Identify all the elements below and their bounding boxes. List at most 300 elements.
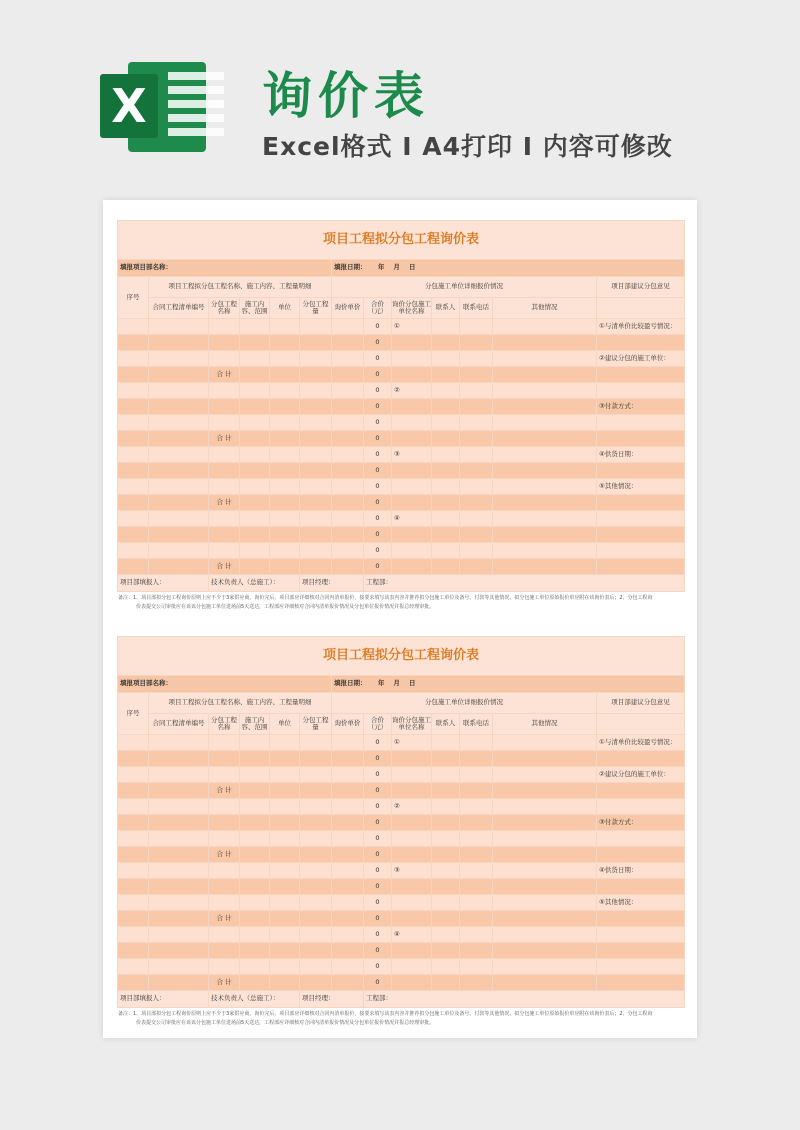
footer-tech: 技术负责人（总施工）： [209, 575, 300, 592]
subtotal-label: 合 计 [209, 431, 240, 447]
total-value: 0 [364, 815, 392, 831]
subtotal-label: 合 计 [209, 783, 240, 799]
total-value: 0 [364, 879, 392, 895]
company-marker: ① [392, 319, 432, 335]
footer-dept: 工程部： [364, 575, 685, 592]
table-cell [149, 783, 209, 799]
table-cell [300, 863, 332, 879]
header-seq: 序号 [118, 693, 149, 735]
table-cell [332, 831, 364, 847]
table-cell [493, 431, 597, 447]
opinion-item: ②建议分包的施工单位： [597, 351, 685, 367]
table-cell [240, 559, 270, 575]
table-cell [118, 943, 149, 959]
table-cell [332, 847, 364, 863]
table-cell [149, 975, 209, 991]
table-cell [493, 495, 597, 511]
table-cell [300, 815, 332, 831]
table-cell [460, 383, 493, 399]
table-row [118, 911, 685, 927]
table-cell [332, 799, 364, 815]
table-cell [240, 927, 270, 943]
total-value: 0 [364, 943, 392, 959]
table-cell [270, 351, 300, 367]
table-cell [240, 943, 270, 959]
table-cell [332, 543, 364, 559]
inquiry-sheet [117, 636, 684, 1027]
table-row [118, 767, 685, 783]
total-value: 0 [364, 351, 392, 367]
table-cell [332, 767, 364, 783]
table-row [118, 799, 685, 815]
table-cell [300, 367, 332, 383]
table-cell [332, 927, 364, 943]
table-cell [597, 847, 685, 863]
table-cell [118, 975, 149, 991]
table-cell [332, 863, 364, 879]
table-cell [332, 975, 364, 991]
table-cell [392, 351, 432, 367]
total-value: 0 [364, 335, 392, 351]
table-cell [432, 927, 460, 943]
table-cell [300, 319, 332, 335]
table-cell [332, 351, 364, 367]
table-cell [332, 479, 364, 495]
header-content: 施工内容、范围 [240, 298, 270, 319]
table-cell [460, 351, 493, 367]
form-title: 项目工程拟分包工程询价表 [118, 637, 685, 676]
table-cell [332, 959, 364, 975]
table-row [118, 815, 685, 831]
table-cell [493, 351, 597, 367]
table-cell [493, 831, 597, 847]
table-cell [270, 751, 300, 767]
table-cell [270, 559, 300, 575]
table-cell [460, 879, 493, 895]
total-value: 0 [364, 959, 392, 975]
header-company: 询价分包施工单位名称 [392, 714, 432, 735]
table-cell [149, 463, 209, 479]
table-cell [300, 479, 332, 495]
subtotal-label: 合 计 [209, 367, 240, 383]
table-cell [493, 863, 597, 879]
table-cell [300, 735, 332, 751]
table-cell [460, 911, 493, 927]
table-cell [240, 767, 270, 783]
table-cell [493, 399, 597, 415]
table-cell [149, 799, 209, 815]
table-row [118, 527, 685, 543]
total-value: 0 [364, 479, 392, 495]
table-cell [392, 975, 432, 991]
table-cell [392, 431, 432, 447]
header-unit: 单位 [270, 298, 300, 319]
table-cell [118, 543, 149, 559]
table-cell [270, 335, 300, 351]
table-cell [270, 799, 300, 815]
table-cell [149, 831, 209, 847]
table-cell [209, 415, 240, 431]
table-cell [240, 911, 270, 927]
table-cell [240, 447, 270, 463]
table-cell [432, 895, 460, 911]
subtotal-label: 合 计 [209, 847, 240, 863]
table-cell [432, 767, 460, 783]
table-cell [432, 559, 460, 575]
table-cell [460, 399, 493, 415]
table-cell [597, 879, 685, 895]
table-cell [332, 319, 364, 335]
table-cell [240, 463, 270, 479]
table-cell [432, 863, 460, 879]
table-cell [149, 335, 209, 351]
table-cell [240, 735, 270, 751]
header-company: 询价分包施工单位名称 [392, 298, 432, 319]
total-value: 0 [364, 527, 392, 543]
opinion-item: ④供货日期： [597, 863, 685, 879]
table-cell [270, 847, 300, 863]
table-cell [332, 911, 364, 927]
table-cell [332, 383, 364, 399]
table-cell [432, 415, 460, 431]
table-cell [118, 383, 149, 399]
subtotal-label: 合 计 [209, 495, 240, 511]
table-cell [149, 895, 209, 911]
total-value: 0 [364, 863, 392, 879]
footer-manager: 项目经理： [300, 991, 364, 1008]
table-cell [300, 559, 332, 575]
total-value: 0 [364, 495, 392, 511]
table-cell [460, 335, 493, 351]
excel-logo-icon [100, 62, 206, 152]
table-cell [240, 431, 270, 447]
table-cell [597, 367, 685, 383]
table-cell [118, 335, 149, 351]
table-cell [493, 767, 597, 783]
total-value: 0 [364, 927, 392, 943]
table-cell [460, 847, 493, 863]
table-cell [460, 927, 493, 943]
table-cell [149, 847, 209, 863]
table-cell [432, 319, 460, 335]
header-project-group: 项目工程拟分包工程名称、施工内容、工程量明细 [149, 277, 332, 298]
table-cell [300, 927, 332, 943]
info-date: 填报日期： 年 月 日 [332, 676, 685, 693]
table-cell [118, 351, 149, 367]
table-cell [432, 543, 460, 559]
table-cell [270, 735, 300, 751]
table-cell [149, 943, 209, 959]
table-cell [300, 975, 332, 991]
total-value: 0 [364, 383, 392, 399]
table-cell [597, 975, 685, 991]
table-cell [270, 431, 300, 447]
table-cell [270, 815, 300, 831]
total-value: 0 [364, 975, 392, 991]
table-cell [270, 447, 300, 463]
table-cell [460, 543, 493, 559]
total-value: 0 [364, 735, 392, 751]
table-cell [270, 943, 300, 959]
table-cell [493, 383, 597, 399]
header-total: 合价（元） [364, 714, 392, 735]
table-cell [332, 495, 364, 511]
table-cell [118, 319, 149, 335]
table-cell [240, 783, 270, 799]
table-cell [460, 479, 493, 495]
table-cell [149, 479, 209, 495]
table-cell [493, 479, 597, 495]
table-cell [240, 543, 270, 559]
table-cell [432, 367, 460, 383]
subtotal-label: 合 计 [209, 559, 240, 575]
table-cell [432, 735, 460, 751]
total-value: 0 [364, 911, 392, 927]
table-cell [240, 527, 270, 543]
table-cell [392, 943, 432, 959]
table-cell [392, 527, 432, 543]
table-cell [332, 559, 364, 575]
table-cell [332, 751, 364, 767]
table-cell [460, 751, 493, 767]
table-cell [300, 431, 332, 447]
table-cell [149, 415, 209, 431]
table-cell [300, 799, 332, 815]
table-cell [149, 399, 209, 415]
table-cell [270, 495, 300, 511]
table-row [118, 383, 685, 399]
table-row [118, 959, 685, 975]
table-cell [209, 863, 240, 879]
table-cell [300, 463, 332, 479]
table-cell [460, 895, 493, 911]
header-unit: 单位 [270, 714, 300, 735]
table-cell [300, 511, 332, 527]
header-other: 其他情况 [493, 714, 597, 735]
table-cell [240, 383, 270, 399]
total-value: 0 [364, 543, 392, 559]
table-cell [118, 799, 149, 815]
table-cell [118, 463, 149, 479]
table-cell [392, 367, 432, 383]
table-cell [332, 815, 364, 831]
table-cell [118, 863, 149, 879]
total-value: 0 [364, 799, 392, 815]
table-row [118, 335, 685, 351]
table-cell [597, 911, 685, 927]
table-cell [240, 895, 270, 911]
table-row [118, 879, 685, 895]
footer-tech: 技术负责人（总施工）： [209, 991, 300, 1008]
table-cell [118, 879, 149, 895]
table-cell [209, 879, 240, 895]
table-cell [240, 847, 270, 863]
table-row [118, 927, 685, 943]
table-cell [149, 527, 209, 543]
table-cell [493, 943, 597, 959]
table-row [118, 847, 685, 863]
table-cell [493, 463, 597, 479]
header-opinion-blank [597, 714, 685, 735]
table-cell [332, 943, 364, 959]
table-cell [392, 559, 432, 575]
header-sub-name: 分包工程名称 [209, 298, 240, 319]
table-cell [332, 415, 364, 431]
table-cell [597, 335, 685, 351]
table-cell [240, 799, 270, 815]
header-other: 其他情况 [493, 298, 597, 319]
table-cell [209, 383, 240, 399]
table-cell [432, 943, 460, 959]
table-cell [240, 367, 270, 383]
total-value: 0 [364, 367, 392, 383]
table-cell [149, 959, 209, 975]
company-marker: ③ [392, 447, 432, 463]
table-cell [240, 351, 270, 367]
table-cell [432, 831, 460, 847]
table-cell [300, 495, 332, 511]
table-cell [118, 735, 149, 751]
table-cell [270, 783, 300, 799]
table-cell [270, 863, 300, 879]
table-cell [270, 527, 300, 543]
table-row [118, 431, 685, 447]
table-cell [270, 383, 300, 399]
company-marker: ④ [392, 927, 432, 943]
table-row [118, 463, 685, 479]
table-row [118, 735, 685, 751]
table-cell [392, 415, 432, 431]
table-cell [118, 847, 149, 863]
table-cell [392, 463, 432, 479]
header-contract-no: 合同工程清单编号 [149, 298, 209, 319]
table-cell [209, 799, 240, 815]
table-cell [493, 959, 597, 975]
header-contract-no: 合同工程清单编号 [149, 714, 209, 735]
table-cell [149, 751, 209, 767]
table-cell [300, 879, 332, 895]
table-cell [493, 847, 597, 863]
header-seq: 序号 [118, 277, 149, 319]
table-cell [392, 847, 432, 863]
table-cell [332, 879, 364, 895]
table-cell [149, 815, 209, 831]
opinion-item: ③付款方式： [597, 399, 685, 415]
table-cell [300, 383, 332, 399]
table-cell [392, 335, 432, 351]
footer-manager: 项目经理： [300, 575, 364, 592]
info-department-label: 填报项目部名称： [118, 676, 332, 693]
table-cell [460, 735, 493, 751]
company-marker: ④ [392, 511, 432, 527]
table-cell [332, 367, 364, 383]
table-cell [240, 319, 270, 335]
table-cell [493, 527, 597, 543]
opinion-item: ②建议分包的施工单位： [597, 767, 685, 783]
table-cell [300, 943, 332, 959]
table-cell [392, 879, 432, 895]
table-cell [270, 911, 300, 927]
table-cell [118, 367, 149, 383]
table-cell [209, 351, 240, 367]
table-cell [460, 527, 493, 543]
info-date: 填报日期： 年 月 日 [332, 260, 685, 277]
table-cell [209, 735, 240, 751]
table-cell [493, 911, 597, 927]
header-phone: 联系电话 [460, 714, 493, 735]
table-cell [493, 559, 597, 575]
table-cell [118, 559, 149, 575]
table-cell [209, 447, 240, 463]
table-cell [300, 847, 332, 863]
table-cell [392, 783, 432, 799]
table-cell [460, 959, 493, 975]
company-marker: ③ [392, 863, 432, 879]
table-row [118, 831, 685, 847]
table-cell [460, 415, 493, 431]
header-qty: 分包工程量 [300, 298, 332, 319]
table-cell [332, 783, 364, 799]
table-cell [332, 895, 364, 911]
table-cell [118, 511, 149, 527]
opinion-item: ①与清单价比较盈亏情况： [597, 319, 685, 335]
table-cell [300, 895, 332, 911]
table-cell [432, 847, 460, 863]
opinion-item: ③付款方式： [597, 815, 685, 831]
table-cell [493, 783, 597, 799]
banner [0, 0, 800, 180]
table-cell [493, 367, 597, 383]
table-cell [392, 495, 432, 511]
table-cell [332, 447, 364, 463]
table-cell [118, 495, 149, 511]
table-cell [240, 975, 270, 991]
table-cell [460, 559, 493, 575]
table-cell [209, 527, 240, 543]
table-cell [118, 911, 149, 927]
table-cell [432, 783, 460, 799]
company-marker: ② [392, 799, 432, 815]
table-cell [460, 975, 493, 991]
table-cell [240, 751, 270, 767]
table-cell [432, 447, 460, 463]
table-cell [209, 463, 240, 479]
header-opinion-group: 项目部建议分包意见 [597, 277, 685, 298]
header-phone: 联系电话 [460, 298, 493, 319]
table-row [118, 511, 685, 527]
table-cell [432, 815, 460, 831]
opinion-item: ⑤其他情况： [597, 479, 685, 495]
header-project-group: 项目工程拟分包工程名称、施工内容、工程量明细 [149, 693, 332, 714]
table-cell [300, 959, 332, 975]
table-cell [597, 495, 685, 511]
table-cell [209, 319, 240, 335]
table-cell [493, 879, 597, 895]
table-cell [118, 895, 149, 911]
total-value: 0 [364, 847, 392, 863]
table-cell [493, 735, 597, 751]
banner-subtitle: Excel格式 I A4打印 I 内容可修改 [262, 132, 673, 161]
table-cell [432, 911, 460, 927]
total-value: 0 [364, 463, 392, 479]
table-cell [270, 543, 300, 559]
table-cell [392, 831, 432, 847]
table-cell [270, 767, 300, 783]
table-cell [432, 799, 460, 815]
table-cell [460, 799, 493, 815]
table-cell [270, 879, 300, 895]
table-row [118, 319, 685, 335]
